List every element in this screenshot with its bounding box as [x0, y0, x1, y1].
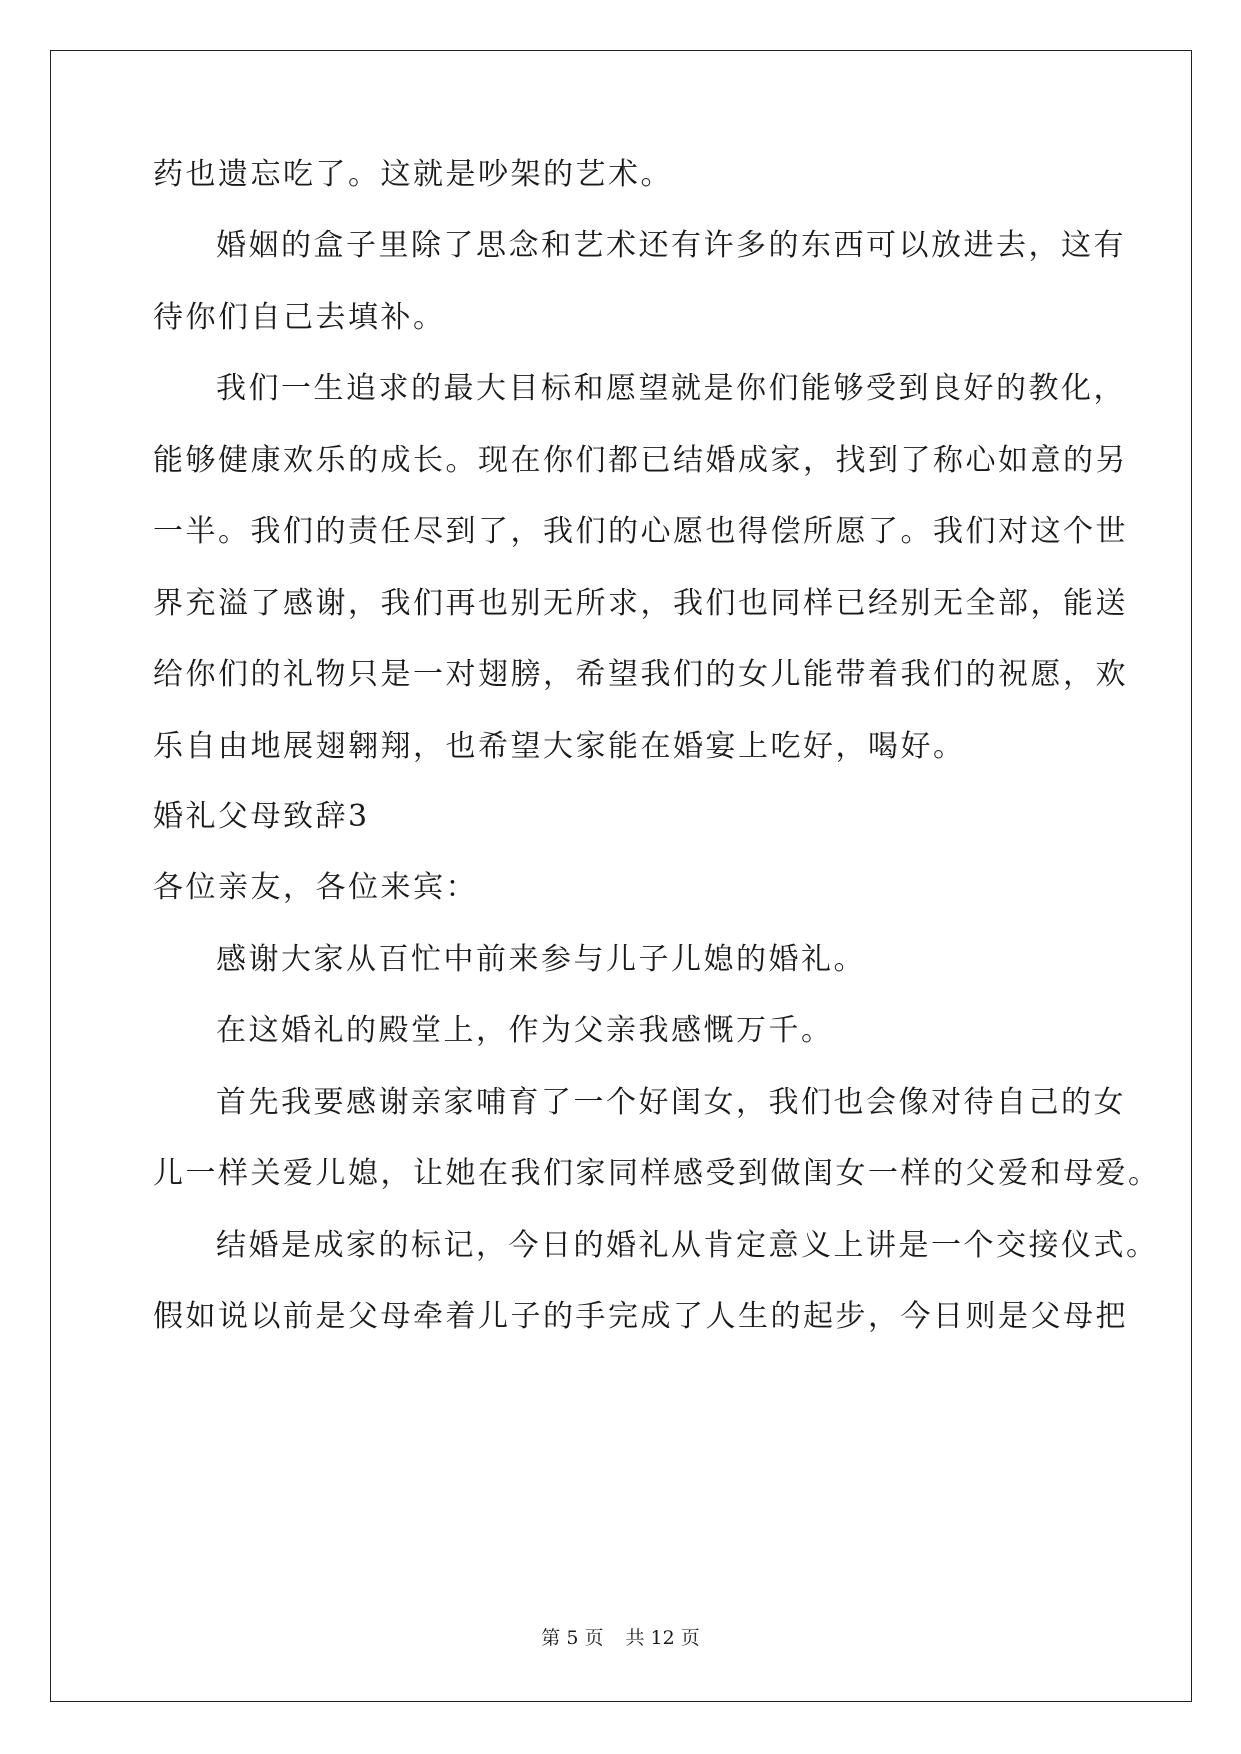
page-total: 共 12 页	[625, 1627, 700, 1649]
body-line: 待你们自己去填补。	[153, 300, 446, 335]
body-line: 乐自由地展翅翱翔，也希望大家能在婚宴上吃好，喝好。	[153, 729, 966, 764]
section-heading: 婚礼父母致辞3	[153, 799, 370, 834]
body-line: 儿一样关爱儿媳，让她在我们家同样感受到做闺女一样的父爱和母爱。	[153, 1156, 1161, 1191]
body-line: 一半。我们的责任尽到了，我们的心愿也得偿所愿了。我们对这个世	[153, 514, 1128, 549]
salutation: 各位亲友，各位来宾：	[153, 870, 478, 905]
paragraph-start: 首先我要感谢亲家哺育了一个好闺女，我们也会像对待自己的女	[216, 1085, 1126, 1120]
body-line: 假如说以前是父母牵着儿子的手完成了人生的起步，今日则是父母把	[153, 1299, 1128, 1334]
body-line: 界充溢了感谢，我们再也别无所求，我们也同样已经别无全部，能送	[153, 586, 1128, 621]
paragraph-start: 在这婚礼的殿堂上，作为父亲我感慨万千。	[216, 1013, 834, 1048]
paragraph-start: 我们一生追求的最大目标和愿望就是你们能够受到良好的教化，	[216, 371, 1126, 406]
body-line: 药也遗忘吃了。这就是吵架的艺术。	[153, 157, 673, 192]
paragraph-start: 结婚是成家的标记，今日的婚礼从肯定意义上讲是一个交接仪式。	[216, 1228, 1159, 1263]
body-line: 给你们的礼物只是一对翅膀，希望我们的女儿能带着我们的祝愿，欢	[153, 657, 1128, 692]
paragraph-start: 感谢大家从百忙中前来参与儿子儿媳的婚礼。	[216, 942, 866, 977]
page-number: 第 5 页	[541, 1627, 604, 1649]
page-footer	[0, 1626, 1241, 1650]
body-line: 能够健康欢乐的成长。现在你们都已结婚成家，找到了称心如意的另	[153, 443, 1128, 478]
paragraph-start: 婚姻的盒子里除了思念和艺术还有许多的东西可以放进去，这有	[216, 228, 1126, 263]
